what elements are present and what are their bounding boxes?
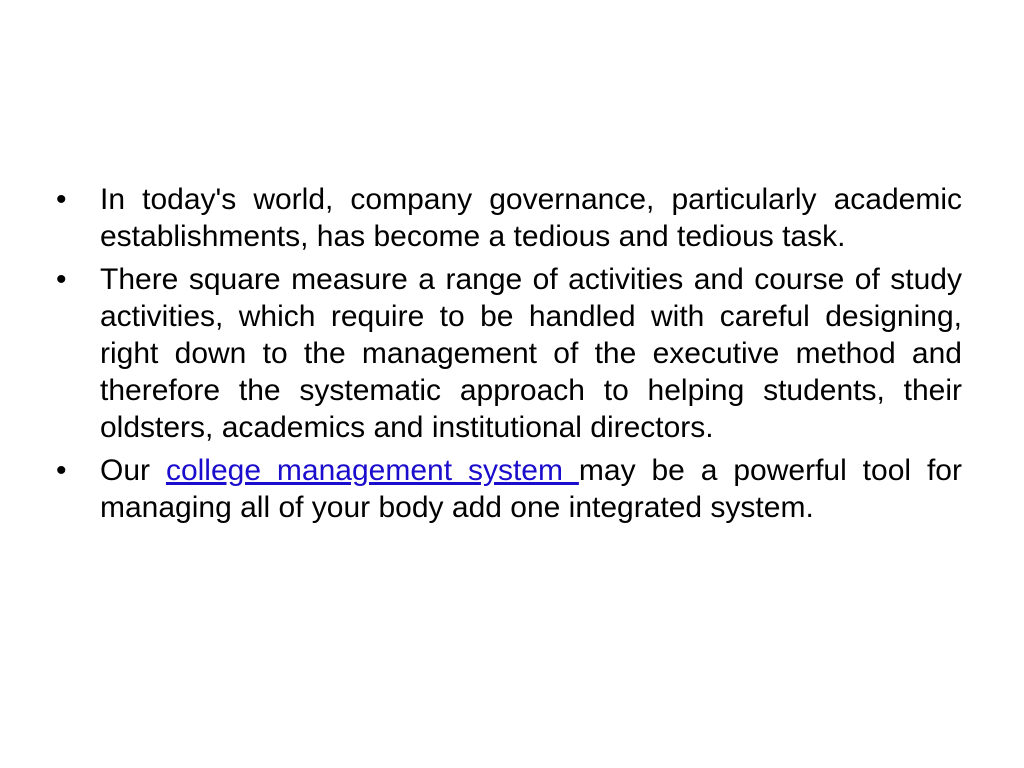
bullet-icon: •: [56, 183, 67, 216]
bullet-text: In today's world, company governance, particularly academic establishments, has become a tedious and tedious task.: [100, 183, 962, 253]
bullet-text-before-link: Our: [100, 454, 166, 487]
bullet-item-3: [56, 452, 962, 526]
bullet-icon: •: [56, 263, 67, 296]
bullet-item-2: [56, 261, 962, 446]
bullet-item-1: [56, 181, 962, 255]
bullet-list: [56, 181, 962, 532]
college-management-system-link[interactable]: college management system: [165, 454, 579, 487]
bullet-icon: •: [56, 454, 67, 487]
bullet-text: There square measure a range of activities and course of study activities, which require to be handled with careful designing, right down to the management of the executive method and therefore the systematic approach to helping students, their oldsters, academics and institutional directors.: [100, 263, 962, 444]
bullet-text-after-link: may be a powerful tool for managing all of your body add one integrated system.: [100, 454, 962, 524]
bullet-text: [100, 452, 962, 526]
